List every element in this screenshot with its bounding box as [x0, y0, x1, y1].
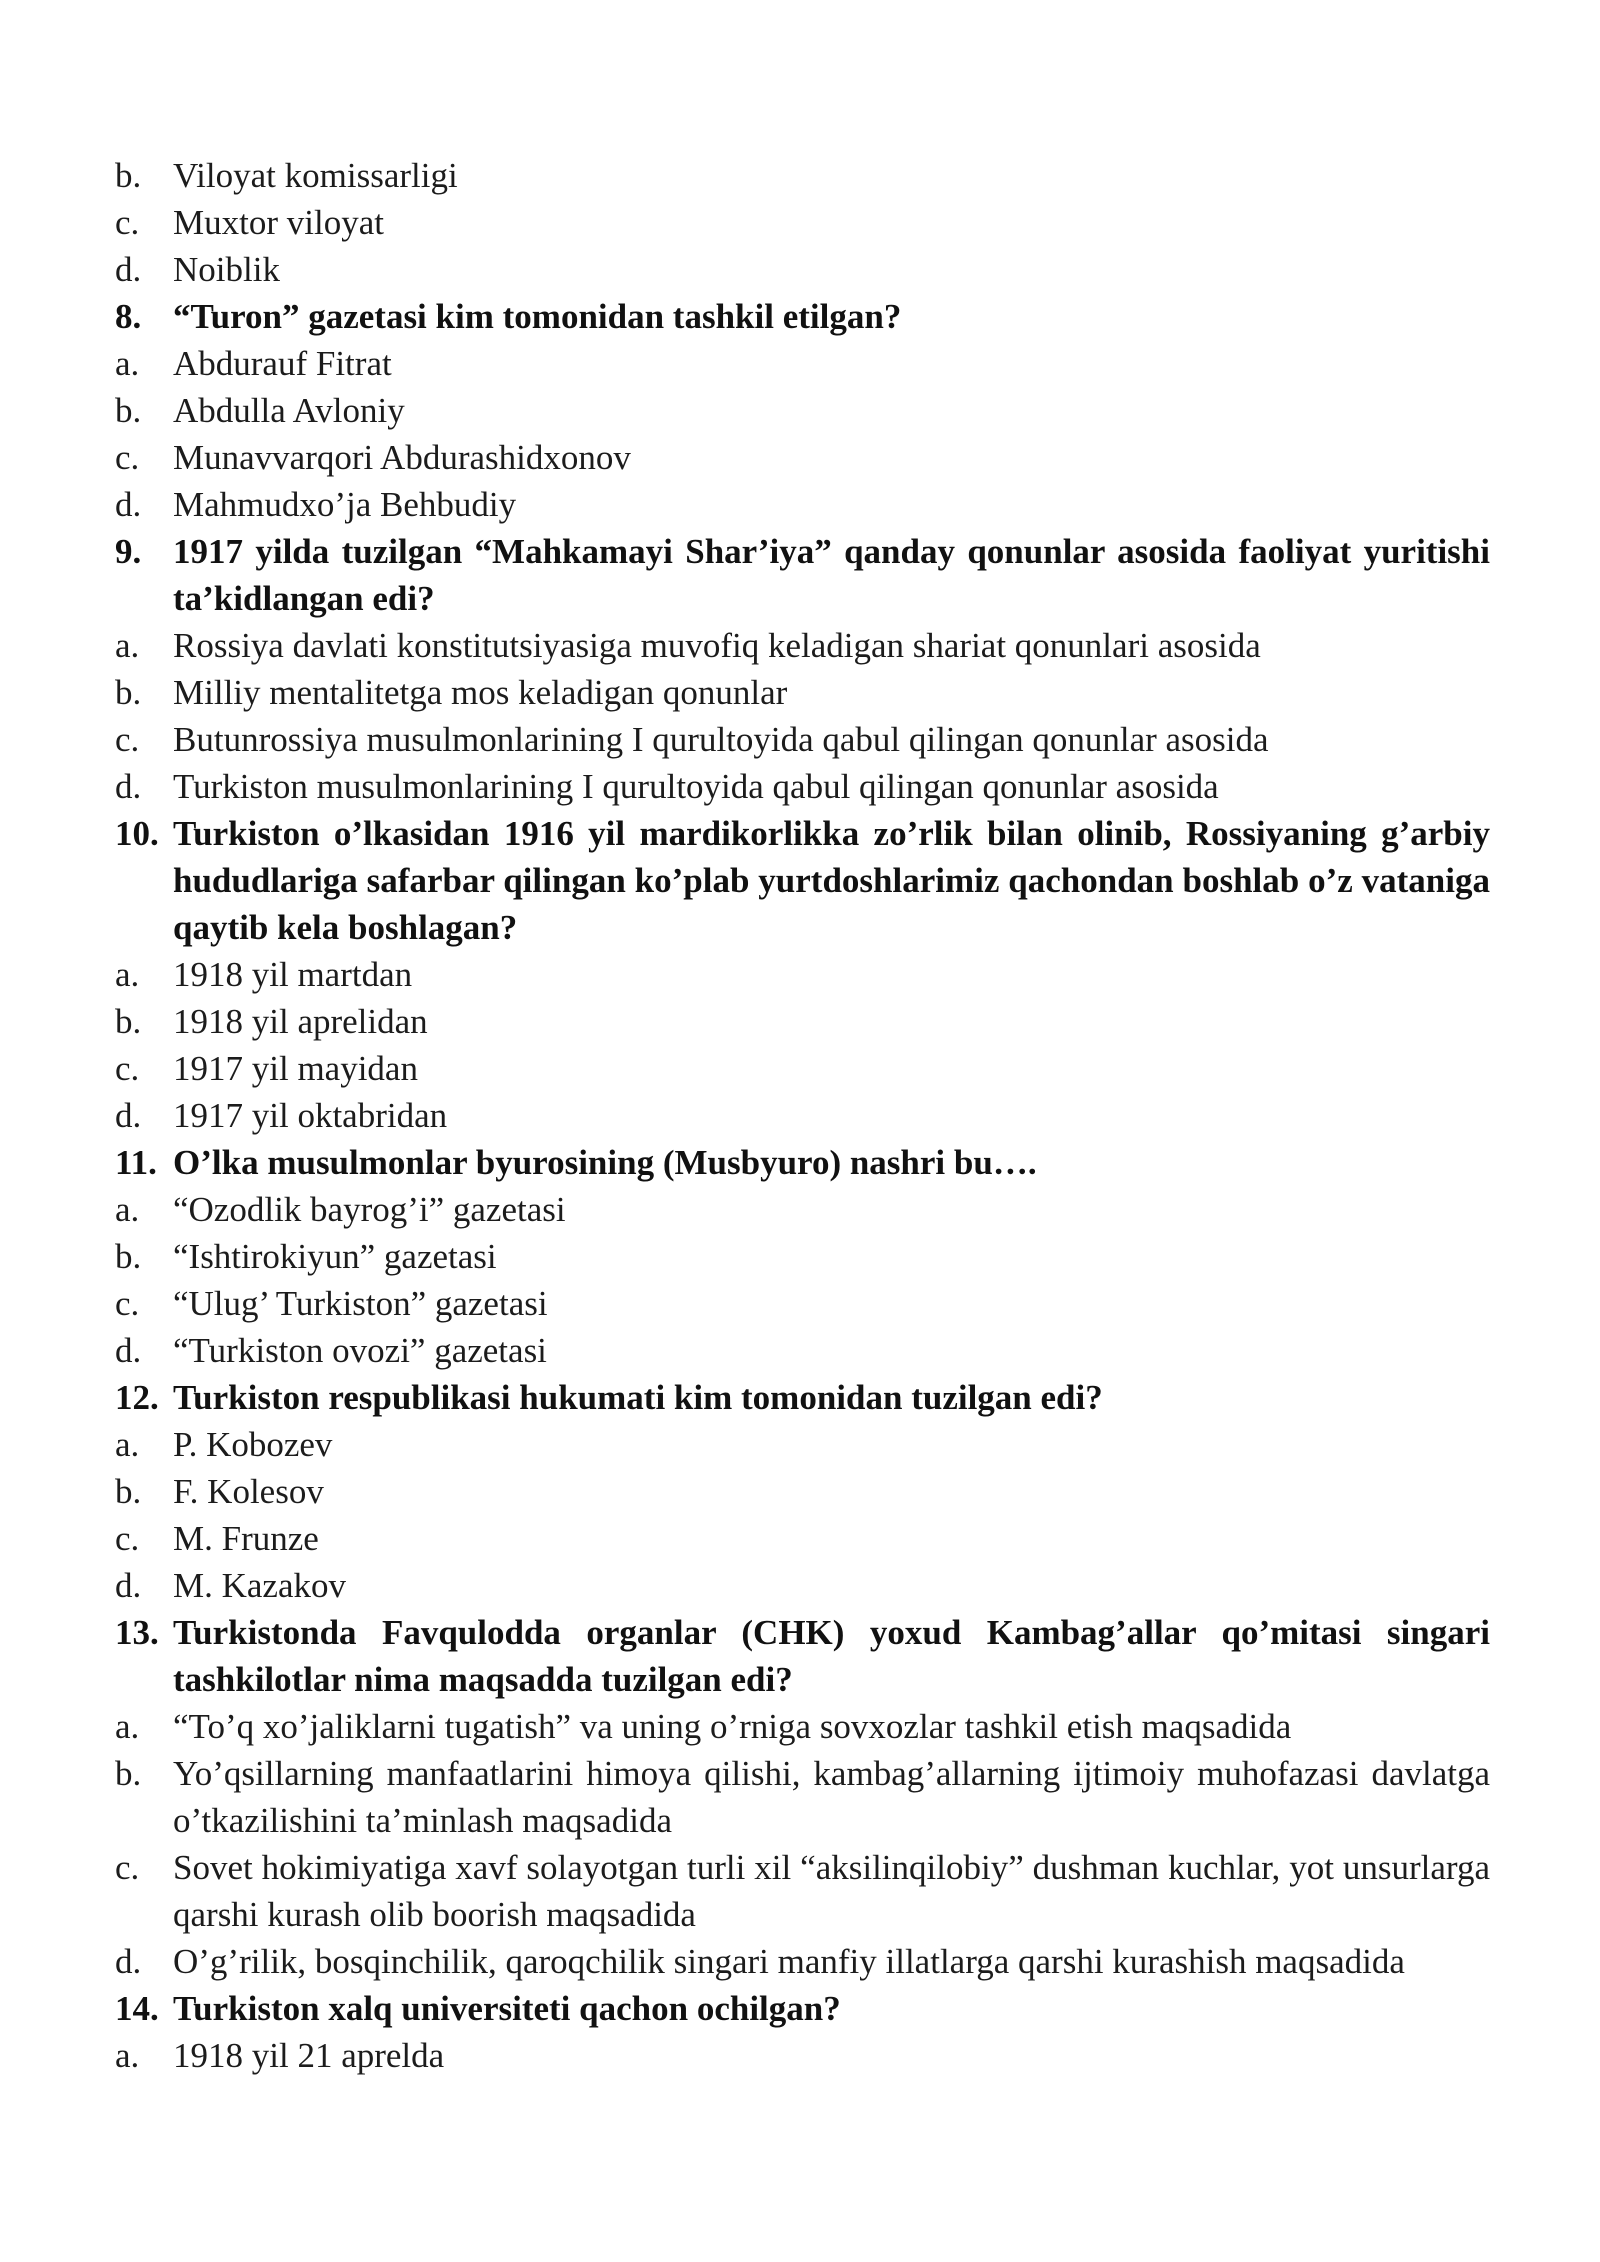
option-letter: c. — [115, 1284, 140, 1323]
option-text: “Turkiston ovozi” gazetasi — [173, 1331, 547, 1370]
question-text: Turkiston xalq universiteti qachon ochilgan? — [173, 1989, 841, 2028]
question-item — [115, 1139, 1490, 1186]
option-text: Butunrossiya musulmonlarining I qurultoyida qabul qilingan qonunlar asosida — [173, 720, 1269, 759]
question-item — [115, 293, 1490, 340]
question-item — [115, 1374, 1490, 1421]
option-letter: a. — [115, 626, 140, 665]
option-text: M. Kazakov — [173, 1566, 347, 1605]
answer-option — [115, 1703, 1490, 1750]
option-text: “To’q xo’jaliklarni tugatish” va uning o’rniga sovxozlar tashkil etish maqsadida — [173, 1707, 1292, 1746]
answer-option — [115, 1045, 1490, 1092]
option-text: Muxtor viloyat — [173, 203, 384, 242]
answer-option — [115, 1327, 1490, 1374]
answer-option — [115, 1186, 1490, 1233]
option-text: “Ulug’ Turkiston” gazetasi — [173, 1284, 548, 1323]
option-letter: c. — [115, 438, 140, 477]
option-text: Noiblik — [173, 250, 280, 289]
option-letter: a. — [115, 1190, 140, 1229]
option-text: Milliy mentalitetga mos keladigan qonunlar — [173, 673, 788, 712]
option-letter: d. — [115, 767, 142, 806]
option-text: Turkiston musulmonlarining I qurultoyida qabul qilingan qonunlar asosida — [173, 767, 1219, 806]
option-letter: c. — [115, 203, 140, 242]
option-letter: d. — [115, 1566, 142, 1605]
question-number: 14. — [115, 1989, 159, 2028]
question-text: O’lka musulmonlar byurosining (Musbyuro) nashri bu…. — [173, 1143, 1037, 1182]
answer-option — [115, 1515, 1490, 1562]
option-letter: a. — [115, 344, 140, 383]
answer-option — [115, 387, 1490, 434]
option-text: O’g’rilik, bosqinchilik, qaroqchilik singari manfiy illatlarga qarshi kurashish maqsadida — [173, 1942, 1405, 1981]
option-text: 1918 yil martdan — [173, 955, 413, 994]
option-text: Munavvarqori Abdurashidxonov — [173, 438, 631, 477]
option-text: 1917 yil oktabridan — [173, 1096, 448, 1135]
option-letter: b. — [115, 1472, 142, 1511]
question-text: Turkiston o’lkasidan 1916 yil mardikorlikka zo’rlik bilan olinib, Rossiyaning g’arbiy hududlariga safarbar qilingan ko’plab yurtdoshlarimiz qachondan boshlab o’z vataniga qaytib kela boshlagan? — [173, 814, 1490, 947]
option-text: P. Kobozev — [173, 1425, 333, 1464]
option-text: Mahmudxo’ja Behbudiy — [173, 485, 517, 524]
answer-option — [115, 622, 1490, 669]
option-letter: c. — [115, 1049, 140, 1088]
option-letter: d. — [115, 1331, 142, 1370]
option-letter: b. — [115, 673, 142, 712]
answer-option — [115, 1562, 1490, 1609]
question-text: “Turon” gazetasi kim tomonidan tashkil etilgan? — [173, 297, 902, 336]
answer-option — [115, 246, 1490, 293]
answer-option — [115, 434, 1490, 481]
question-text: Turkistonda Favqulodda organlar (CHK) yoxud Kambag’allar qo’mitasi singari tashkilotlar nima maqsadda tuzilgan edi? — [173, 1613, 1490, 1699]
option-letter: d. — [115, 1096, 142, 1135]
option-text: 1917 yil mayidan — [173, 1049, 418, 1088]
quiz-list — [115, 152, 1490, 2079]
option-text: “Ozodlik bayrog’i” gazetasi — [173, 1190, 566, 1229]
question-number: 10. — [115, 814, 159, 853]
question-item — [115, 528, 1490, 622]
option-letter: a. — [115, 2036, 140, 2075]
question-number: 9. — [115, 532, 142, 571]
option-text: Viloyat komissarligi — [173, 156, 458, 195]
option-text: Rossiya davlati konstitutsiyasiga muvofiq keladigan shariat qonunlari asosida — [173, 626, 1261, 665]
option-text: Abdurauf Fitrat — [173, 344, 392, 383]
question-item — [115, 1609, 1490, 1703]
option-text: M. Frunze — [173, 1519, 319, 1558]
question-text: Turkiston respublikasi hukumati kim tomonidan tuzilgan edi? — [173, 1378, 1103, 1417]
option-letter: c. — [115, 1848, 140, 1887]
answer-option — [115, 1844, 1490, 1938]
option-letter: b. — [115, 1002, 142, 1041]
question-item — [115, 1985, 1490, 2032]
question-number: 12. — [115, 1378, 159, 1417]
option-letter: a. — [115, 955, 140, 994]
option-text: “Ishtirokiyun” gazetasi — [173, 1237, 497, 1276]
option-letter: b. — [115, 391, 142, 430]
answer-option — [115, 716, 1490, 763]
question-number: 11. — [115, 1143, 157, 1182]
answer-option — [115, 2032, 1490, 2079]
option-text: F. Kolesov — [173, 1472, 324, 1511]
answer-option — [115, 1421, 1490, 1468]
answer-option — [115, 1750, 1490, 1844]
answer-option — [115, 1092, 1490, 1139]
answer-option — [115, 199, 1490, 246]
option-text: Yo’qsillarning manfaatlarini himoya qilishi, kambag’allarning ijtimoiy muhofazasi davlatga o’tkazilishini ta’minlash maqsadida — [173, 1754, 1490, 1840]
option-letter: a. — [115, 1425, 140, 1464]
option-letter: c. — [115, 1519, 140, 1558]
answer-option — [115, 1233, 1490, 1280]
option-text: Abdulla Avloniy — [173, 391, 405, 430]
option-letter: d. — [115, 1942, 142, 1981]
question-text: 1917 yilda tuzilgan “Mahkamayi Shar’iya” qanday qonunlar asosida faoliyat yuritishi ta’kidlangan edi? — [173, 532, 1490, 618]
option-text: 1918 yil aprelidan — [173, 1002, 428, 1041]
answer-option — [115, 763, 1490, 810]
option-text: Sovet hokimiyatiga xavf solayotgan turli xil “aksilinqilobiy” dushman kuchlar, yot unsurlarga qarshi kurash olib boorish maqsadida — [173, 1848, 1490, 1934]
question-number: 8. — [115, 297, 142, 336]
answer-option — [115, 1280, 1490, 1327]
answer-option — [115, 1938, 1490, 1985]
option-letter: c. — [115, 720, 140, 759]
answer-option — [115, 340, 1490, 387]
option-text: 1918 yil 21 aprelda — [173, 2036, 445, 2075]
option-letter: b. — [115, 1237, 142, 1276]
answer-option — [115, 951, 1490, 998]
answer-option — [115, 481, 1490, 528]
question-item — [115, 810, 1490, 951]
option-letter: b. — [115, 156, 142, 195]
answer-option — [115, 152, 1490, 199]
answer-option — [115, 1468, 1490, 1515]
option-letter: d. — [115, 250, 142, 289]
answer-option — [115, 998, 1490, 1045]
answer-option — [115, 669, 1490, 716]
option-letter: a. — [115, 1707, 140, 1746]
question-number: 13. — [115, 1613, 159, 1652]
option-letter: b. — [115, 1754, 142, 1793]
option-letter: d. — [115, 485, 142, 524]
